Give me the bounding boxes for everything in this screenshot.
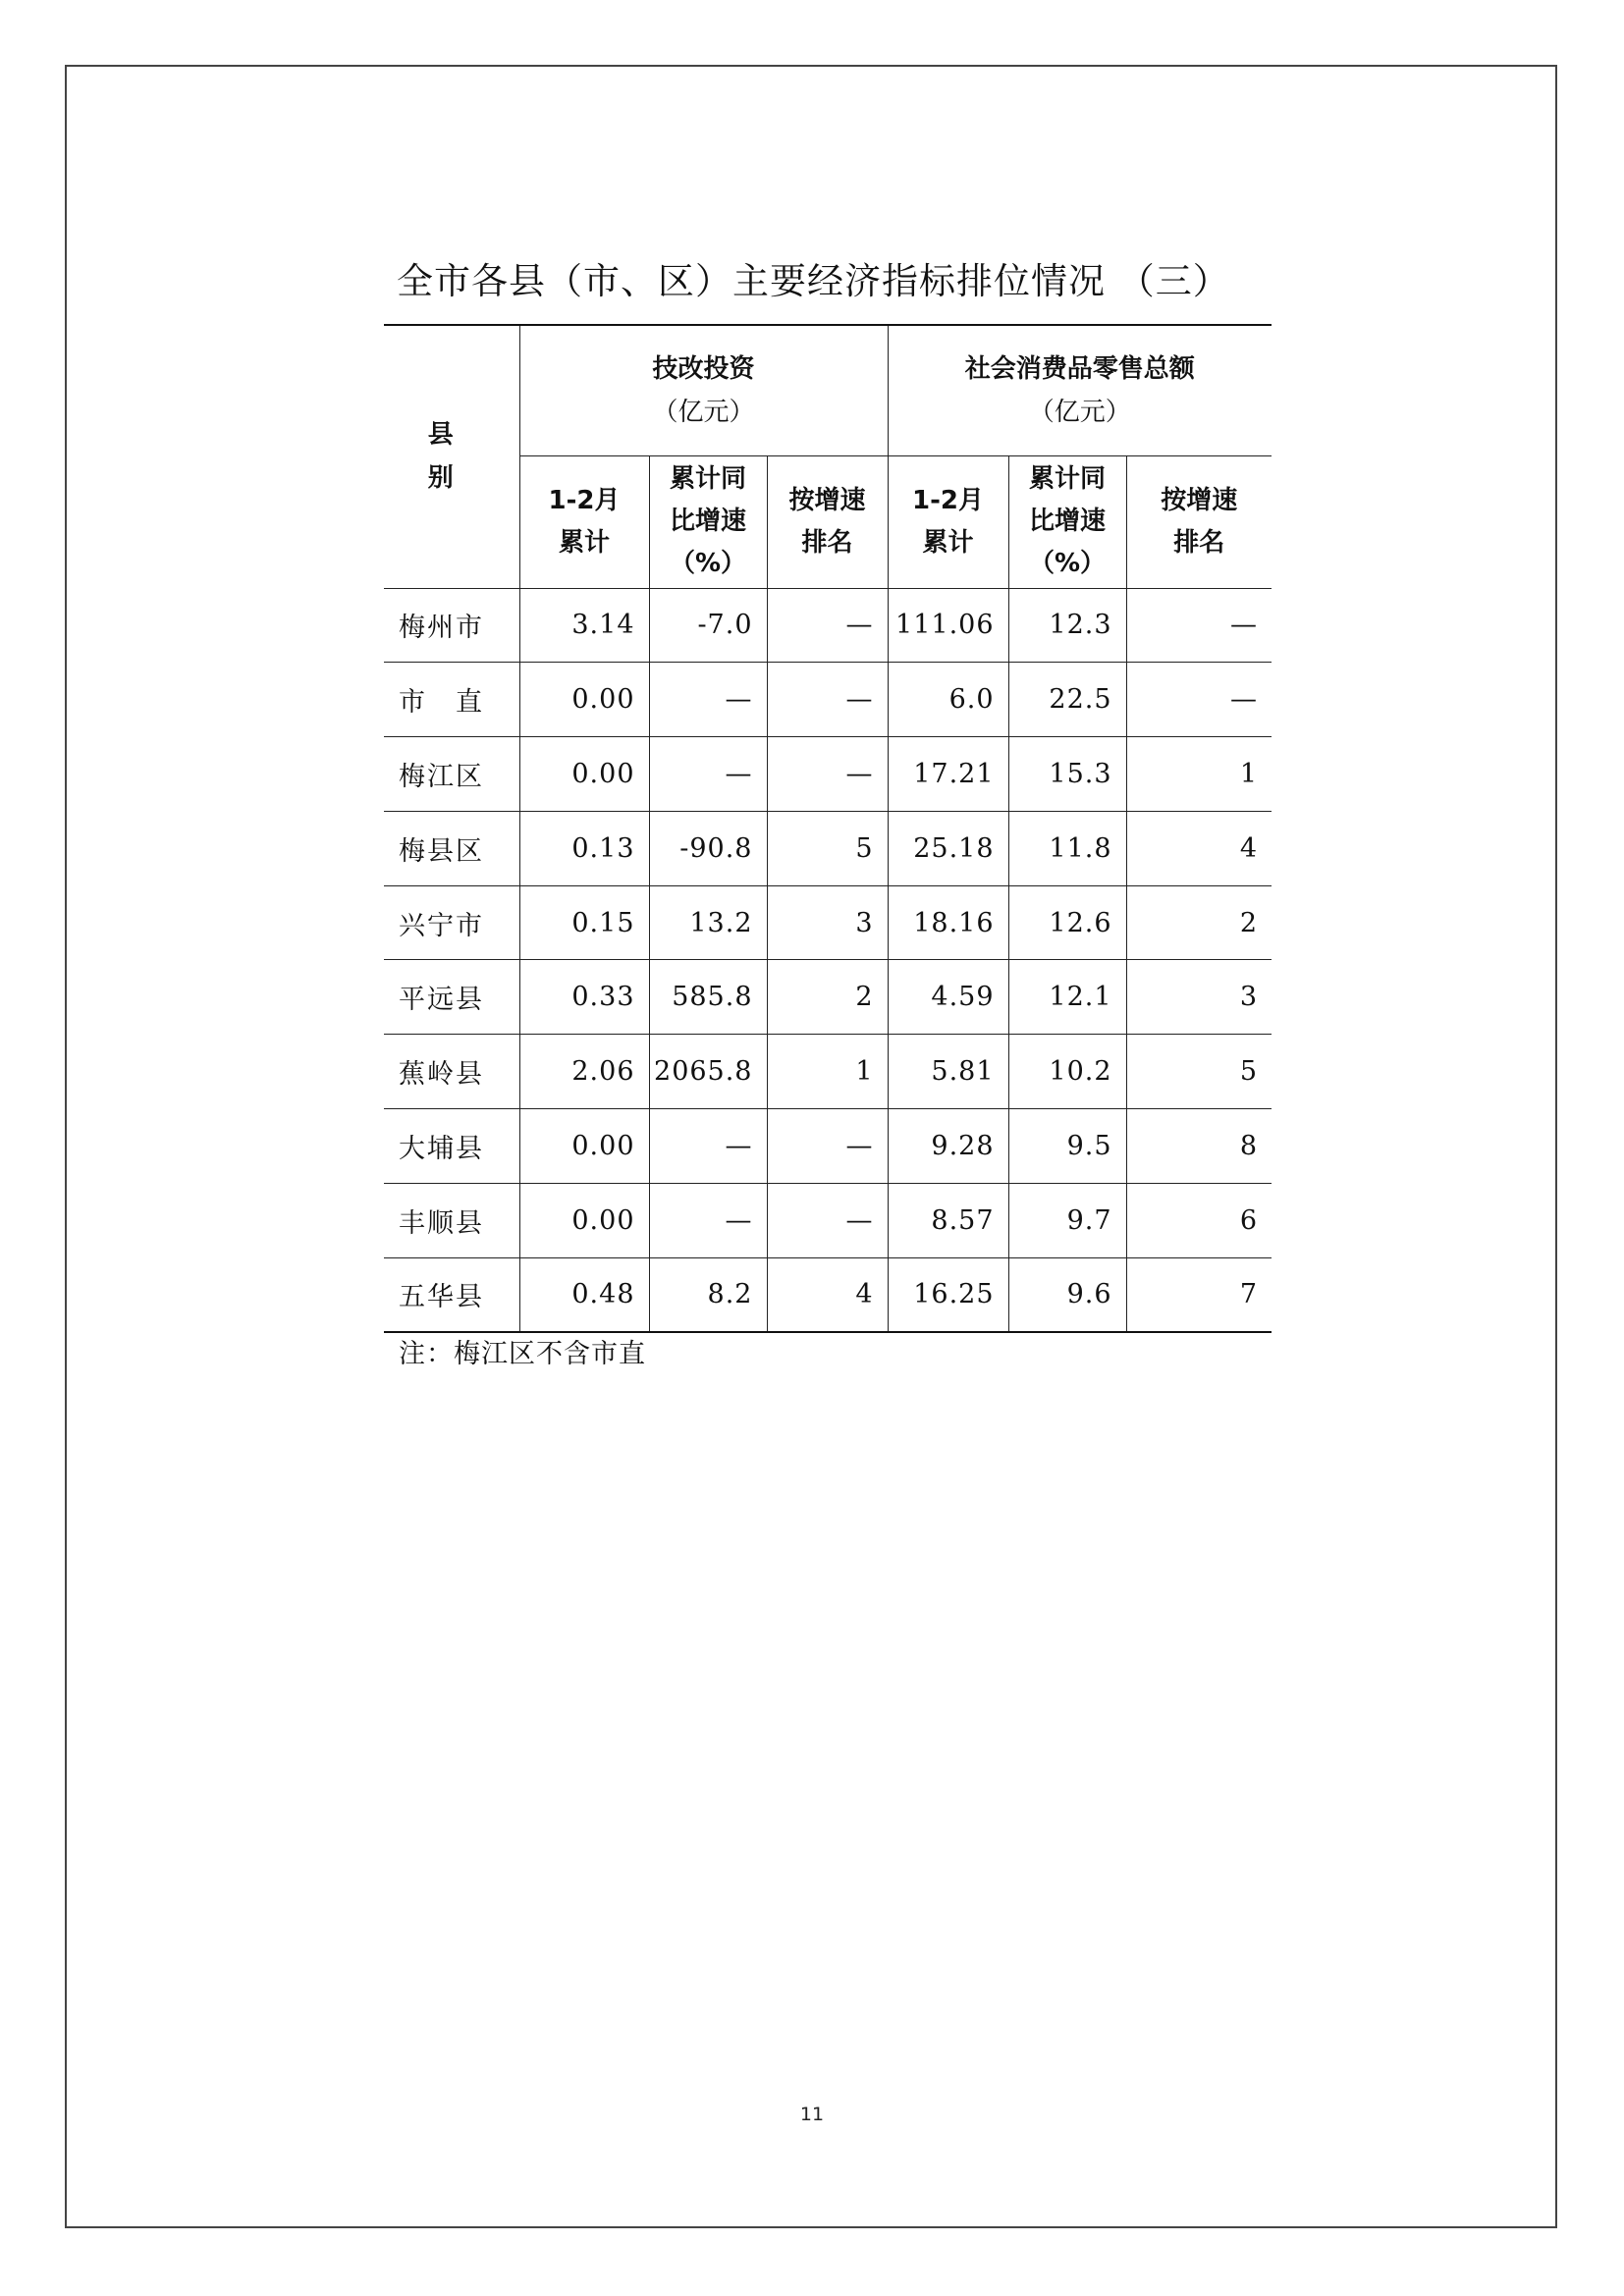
table-cell: 1 [767,1035,888,1109]
column-header-line: 累计 [558,527,610,558]
group-header-tech-investment [519,325,888,455]
table-cell: 5 [1126,1035,1272,1109]
table-cell: 9.28 [888,1109,1008,1184]
table-cell: 6 [1126,1183,1272,1257]
table-cell: 9.5 [1008,1109,1126,1184]
table-cell: — [649,737,767,812]
group-name: 技改投资 [652,353,755,384]
table-cell: 3 [1126,960,1272,1035]
table-cell: 12.6 [1008,885,1126,960]
table-cell: 16.25 [888,1257,1008,1332]
column-header-line: （%） [669,549,747,578]
table-row [384,1109,1272,1184]
table-cell: 0.00 [519,663,649,737]
table-cell: 0.00 [519,1183,649,1257]
region-name: 梅州市 [384,588,519,663]
column-header [767,455,888,588]
indicator-table [384,324,1272,1333]
table-cell: 0.48 [519,1257,649,1332]
group-unit: （亿元） [652,397,755,427]
table-cell: 12.3 [1008,588,1126,663]
table-cell: 18.16 [888,885,1008,960]
column-header [649,455,767,588]
table-cell: — [649,1183,767,1257]
table-row [384,811,1272,885]
table-row [384,663,1272,737]
table-row [384,960,1272,1035]
column-header [519,455,649,588]
row-header-county: 县 别 [384,325,519,588]
table-cell: — [1126,588,1272,663]
group-name: 社会消费品零售总额 [964,353,1195,384]
region-name: 兴宁市 [384,885,519,960]
group-header-retail-sales [888,325,1272,455]
table-cell: 22.5 [1008,663,1126,737]
column-header-line: 1-2月 [912,485,984,515]
table-cell: 0.33 [519,960,649,1035]
table-cell: 4.59 [888,960,1008,1035]
column-header-line: 按增速 [788,485,866,515]
region-name: 丰顺县 [384,1183,519,1257]
table-cell: 10.2 [1008,1035,1126,1109]
table-row [384,1257,1272,1332]
table-cell: 3 [767,885,888,960]
table-cell: 0.00 [519,1109,649,1184]
table-cell: 0.13 [519,811,649,885]
table-cell: 8.2 [649,1257,767,1332]
table-row [384,737,1272,812]
column-header-line: 1-2月 [548,485,621,515]
column-header-line: 累计 [922,527,974,558]
region-name: 蕉岭县 [384,1035,519,1109]
table-cell: 9.7 [1008,1183,1126,1257]
table-row [384,588,1272,663]
table-cell: 12.1 [1008,960,1126,1035]
table-cell: 0.00 [519,737,649,812]
table-cell: 2 [1126,885,1272,960]
column-header [1008,455,1126,588]
column-header-line: （%） [1028,549,1107,578]
table-cell: 4 [1126,811,1272,885]
table-cell: — [649,1109,767,1184]
table-cell: 2065.8 [649,1035,767,1109]
table-cell: — [1126,663,1272,737]
table-cell: — [767,663,888,737]
table-row [384,885,1272,960]
column-header [1126,455,1272,588]
region-name: 市 直 [384,663,519,737]
page-title: 全市各县（市、区）主要经济指标排位情况 （三） [397,260,1230,302]
table-row [384,1183,1272,1257]
table-cell: -90.8 [649,811,767,885]
table-cell: 5.81 [888,1035,1008,1109]
table-cell: — [767,737,888,812]
table-cell: 0.15 [519,885,649,960]
table-note: 注：梅江区不含市直 [399,1339,646,1369]
table-cell: — [767,588,888,663]
table-row [384,1035,1272,1109]
region-name: 梅县区 [384,811,519,885]
region-name: 梅江区 [384,737,519,812]
table-cell: 4 [767,1257,888,1332]
table-cell: 1 [1126,737,1272,812]
table-cell: 8 [1126,1109,1272,1184]
table-cell: 9.6 [1008,1257,1126,1332]
table-cell: 13.2 [649,885,767,960]
table-cell: 11.8 [1008,811,1126,885]
table-cell: — [767,1109,888,1184]
table-cell: 17.21 [888,737,1008,812]
table-cell: 3.14 [519,588,649,663]
table-cell: 5 [767,811,888,885]
table-cell: -7.0 [649,588,767,663]
column-header-line: 排名 [801,527,853,558]
table-cell: — [649,663,767,737]
page-number: 11 [799,2104,825,2125]
table-cell: 7 [1126,1257,1272,1332]
column-header-line: 累计同 [1029,464,1107,494]
column-header-line: 排名 [1173,527,1225,558]
table-cell: 2.06 [519,1035,649,1109]
column-header-line: 比增速 [1029,507,1107,536]
table-cell: 15.3 [1008,737,1126,812]
table-cell: 585.8 [649,960,767,1035]
table-cell: 2 [767,960,888,1035]
column-header-line: 累计同 [669,464,746,494]
table-cell: 8.57 [888,1183,1008,1257]
table-cell: 6.0 [888,663,1008,737]
region-name: 平远县 [384,960,519,1035]
table-cell: 25.18 [888,811,1008,885]
column-header-line: 比增速 [669,507,746,536]
group-unit: （亿元） [1028,397,1131,427]
region-name: 五华县 [384,1257,519,1332]
table-cell: 111.06 [888,588,1008,663]
column-header-line: 按增速 [1161,485,1238,515]
region-name: 大埔县 [384,1109,519,1184]
column-header [888,455,1008,588]
table-cell: — [767,1183,888,1257]
